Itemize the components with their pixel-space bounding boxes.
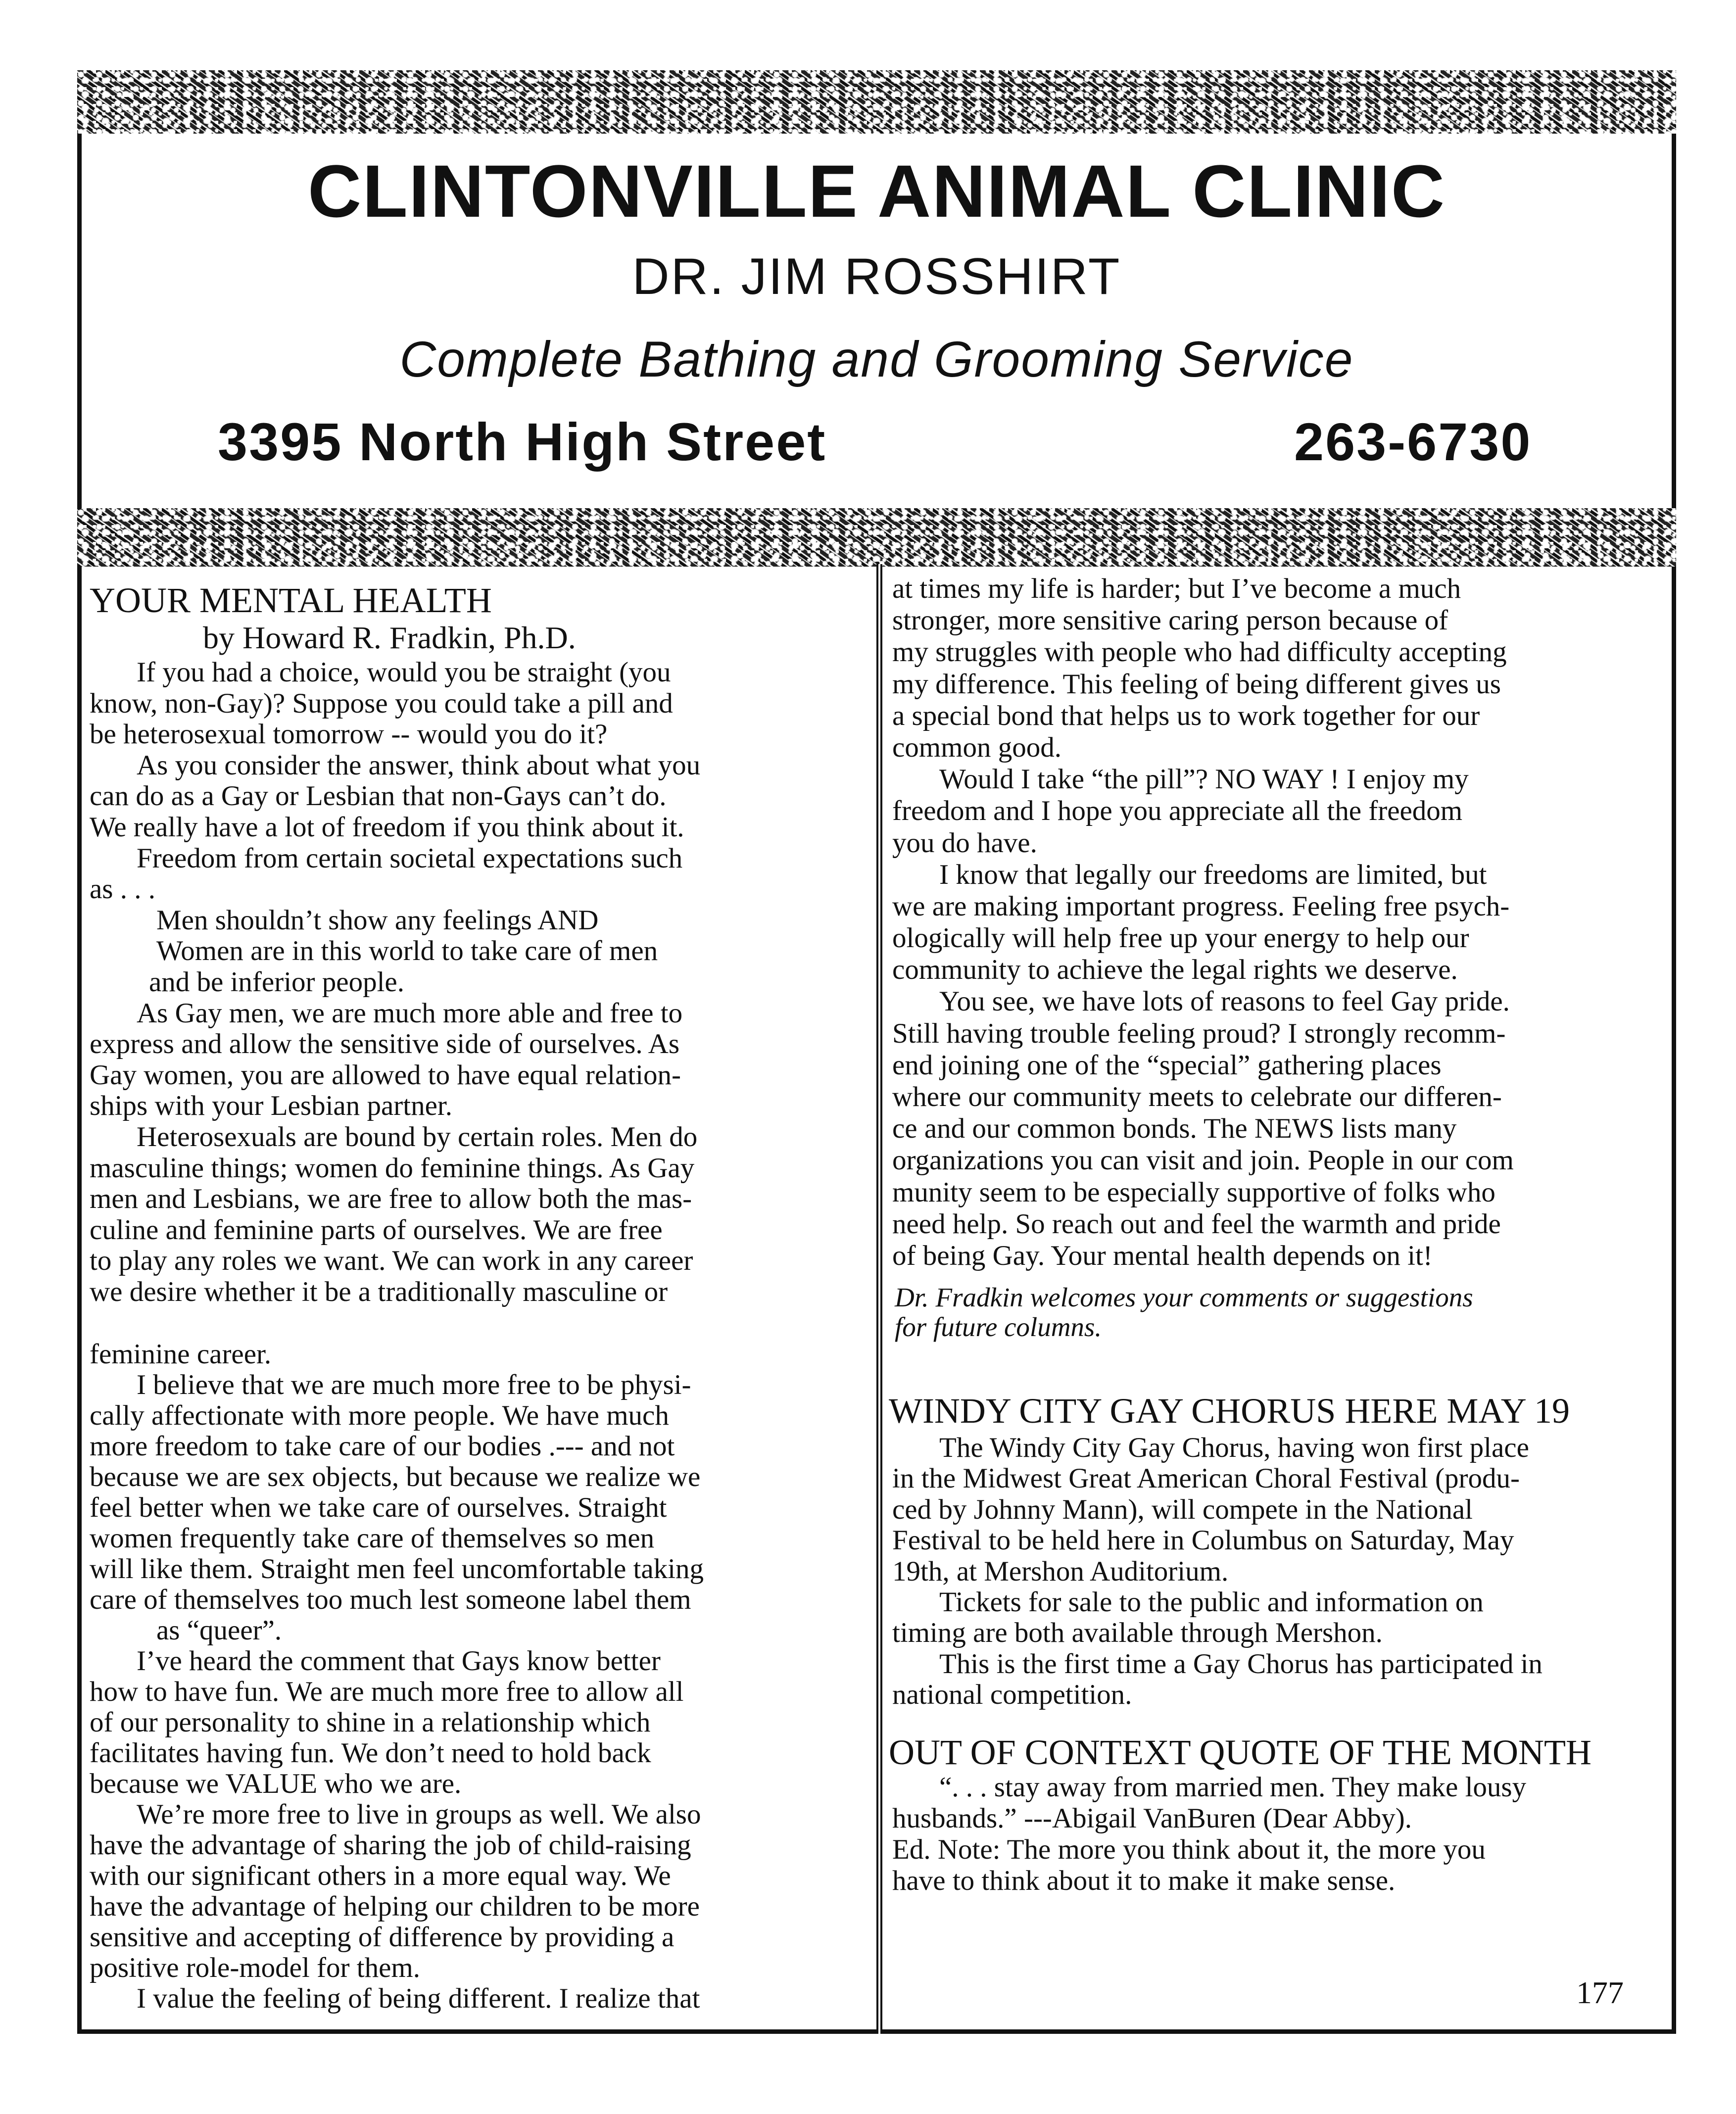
ad-texture-band-bottom	[77, 508, 1676, 567]
text-line: need help. So reach out and feel the warmth and pride	[892, 1208, 1501, 1240]
page-number: 177	[1576, 1975, 1624, 2010]
text-line: Festival to be held here in Columbus on Saturday, May	[892, 1525, 1514, 1556]
text-line: Still having trouble feeling proud? I strongly recomm-	[892, 1017, 1506, 1049]
text-line: You see, we have lots of reasons to feel Gay pride.	[939, 986, 1510, 1017]
text-line: ologically will help free up your energy to help our	[892, 922, 1469, 954]
article-left-column-part-1	[90, 657, 700, 1307]
text-line: Men shouldn’t show any feelings AND	[156, 904, 599, 936]
text-line: because we VALUE who we are.	[90, 1768, 462, 1799]
text-line: men and Lesbians, we are free to allow both the mas-	[90, 1183, 692, 1215]
text-line: Gay women, you are allowed to have equal relation-	[90, 1059, 681, 1091]
text-line: We really have a lot of freedom if you think about it.	[90, 811, 684, 843]
text-line: Freedom from certain societal expectations such	[137, 842, 683, 874]
text-line: how to have fun. We are much more free to allow all	[90, 1676, 684, 1707]
text-line: Ed. Note: The more you think about it, the more you	[892, 1834, 1486, 1865]
article-title: YOUR MENTAL HEALTH	[90, 580, 492, 620]
text-line: women frequently take care of themselves so men	[90, 1523, 655, 1554]
text-line: As Gay men, we are much more able and free to	[137, 997, 683, 1029]
text-line: I believe that we are much more free to be physi-	[137, 1369, 691, 1400]
text-line: Dr. Fradkin welcomes your comments or suggestions	[895, 1282, 1473, 1312]
chorus-headline: WINDY CITY GAY CHORUS HERE MAY 19	[889, 1391, 1570, 1431]
text-line: of being Gay. Your mental health depends on it!	[892, 1240, 1433, 1271]
text-line: will like them. Straight men feel uncomfortable taking	[90, 1553, 704, 1585]
ad-phone: 263-6730	[1294, 412, 1532, 472]
text-line: care of themselves too much lest someone label them	[90, 1584, 691, 1615]
text-line: timing are both available through Mershon.	[892, 1617, 1383, 1649]
text-line: my difference. This feeling of being different gives us	[892, 668, 1501, 700]
text-line: as “queer”.	[156, 1615, 282, 1646]
text-line: sensitive and accepting of difference by providing a	[90, 1922, 675, 1953]
text-line: a special bond that helps us to work together for our	[892, 700, 1480, 731]
text-line: more freedom to take care of our bodies .--- and not	[90, 1431, 675, 1462]
text-line: where our community meets to celebrate our differen-	[892, 1081, 1502, 1112]
text-line: cally affectionate with more people. We have much	[90, 1400, 669, 1431]
chorus-article	[892, 1433, 1543, 1711]
text-line: Heterosexuals are bound by certain roles. Men do	[137, 1121, 698, 1153]
text-line: with our significant others in a more equal way. We	[90, 1860, 671, 1891]
ad-title: CLINTONVILLE ANIMAL CLINIC	[307, 149, 1446, 233]
text-line: of our personality to shine in a relationship which	[90, 1707, 651, 1738]
text-line: express and allow the sensitive side of ourselves. As	[90, 1028, 680, 1060]
text-line: be heterosexual tomorrow -- would you do it?	[90, 719, 608, 750]
quote-article	[892, 1772, 1526, 1896]
text-line: “. . . stay away from married men. They make lousy	[939, 1772, 1527, 1803]
text-line: munity seem to be especially supportive of folks who	[892, 1176, 1495, 1208]
text-line: feel better when we take care of ourselves. Straight	[90, 1492, 667, 1523]
text-line: have to think about it to make it make sense.	[892, 1865, 1396, 1896]
text-line: common good.	[892, 731, 1061, 763]
text-line: at times my life is harder; but I’ve become a much	[892, 573, 1461, 604]
author-note	[895, 1283, 1473, 1342]
article-byline: by Howard R. Fradkin, Ph.D.	[203, 620, 576, 655]
text-line: as . . .	[90, 873, 155, 905]
text-line: ce and our common bonds. The NEWS lists many	[892, 1113, 1457, 1145]
text-line: If you had a choice, would you be straight (you	[137, 657, 671, 688]
text-line: we are making important progress. Feeling free psych-	[892, 890, 1510, 922]
text-line: because we are sex objects, but because we realize we	[90, 1461, 701, 1492]
text-line: feminine career.	[90, 1339, 272, 1370]
text-line: ships with your Lesbian partner.	[90, 1090, 452, 1122]
text-line: in the Midwest Great American Choral Festival (produ-	[892, 1463, 1520, 1494]
text-line: we desire whether it be a traditionally masculine or	[90, 1276, 668, 1307]
text-line: Would I take “the pill”? NO WAY ! I enjoy my	[939, 764, 1469, 795]
text-line: community to achieve the legal rights we deserve.	[892, 954, 1458, 986]
text-line: national competition.	[892, 1679, 1132, 1711]
text-line: The Windy City Gay Chorus, having won first place	[939, 1432, 1529, 1463]
quote-headline: OUT OF CONTEXT QUOTE OF THE MONTH	[889, 1732, 1591, 1772]
ad-texture-band-top	[77, 70, 1676, 134]
ad-doctor: DR. JIM ROSSHIRT	[632, 248, 1121, 305]
text-line: to play any roles we want. We can work in any career	[90, 1245, 693, 1277]
text-line: As you consider the answer, think about what you	[137, 749, 701, 781]
text-line: and be inferior people.	[149, 966, 404, 998]
text-line: I know that legally our freedoms are limited, but	[939, 859, 1487, 890]
text-line: I value the feeling of being different. I realize that	[137, 1983, 700, 2014]
text-line: This is the first time a Gay Chorus has participated in	[939, 1648, 1543, 1680]
text-line: freedom and I hope you appreciate all the freedom	[892, 795, 1463, 827]
text-line: Tickets for sale to the public and information on	[939, 1586, 1484, 1618]
text-line: have the advantage of sharing the job of child-raising	[90, 1829, 691, 1861]
text-line: can do as a Gay or Lesbian that non-Gays can’t do.	[90, 780, 667, 812]
column-divider	[876, 564, 882, 2034]
text-line: Women are in this world to take care of men	[156, 935, 658, 967]
ad-address: 3395 North High Street	[218, 412, 827, 472]
text-line: 19th, at Mershon Auditorium.	[892, 1555, 1229, 1587]
article-left-column-part-2	[90, 1339, 704, 2014]
text-line: have the advantage of helping our children to be more	[90, 1891, 700, 1922]
text-line: ced by Johnny Mann), will compete in the National	[892, 1493, 1473, 1525]
text-line: culine and feminine parts of ourselves. We are free	[90, 1214, 663, 1246]
text-line: husbands.” ---Abigail VanBuren (Dear Abby).	[892, 1803, 1412, 1834]
ad-tagline: Complete Bathing and Grooming Service	[399, 331, 1354, 387]
text-line: facilitates having fun. We don’t need to hold back	[90, 1737, 651, 1769]
text-line: end joining one of the “special” gathering places	[892, 1049, 1442, 1081]
text-line: organizations you can visit and join. People in our com	[892, 1145, 1514, 1176]
text-line: you do have.	[892, 827, 1037, 859]
text-line: stronger, more sensitive caring person because of	[892, 605, 1448, 636]
text-line: positive role-model for them.	[90, 1952, 420, 1983]
text-line: I’ve heard the comment that Gays know better	[137, 1645, 661, 1677]
text-line: We’re more free to live in groups as well. We also	[137, 1799, 701, 1830]
text-line: know, non-Gay)? Suppose you could take a pill and	[90, 687, 673, 719]
text-line: my struggles with people who had difficulty accepting	[892, 636, 1507, 668]
article-right-column	[892, 573, 1514, 1272]
text-line: for future columns.	[895, 1312, 1102, 1342]
text-line: masculine things; women do feminine things. As Gay	[90, 1152, 695, 1184]
